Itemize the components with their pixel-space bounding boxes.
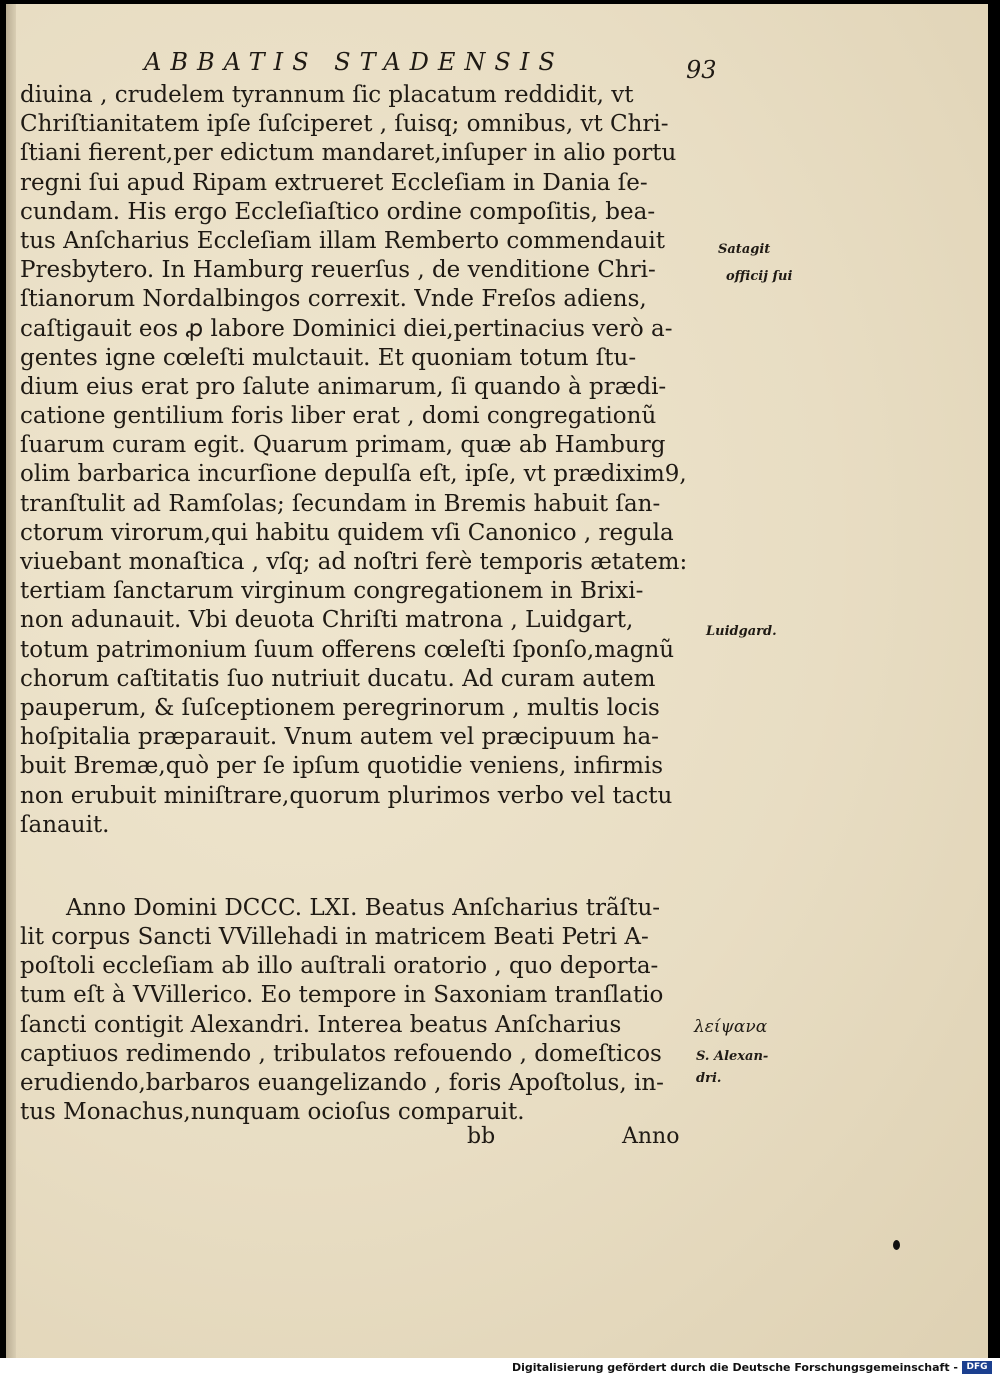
marginal-note-alexandri: S. Alexan- xyxy=(696,1049,769,1064)
text-line: viuebant monaſtica , vſq; ad noſtri ferè temporis ætatem: xyxy=(20,549,688,575)
text-line: non adunauit. Vbi deuota Chriſti matrona , Luidgart, xyxy=(20,607,634,634)
text-line: pauperum, & ſuſceptionem peregrinorum , multis locis xyxy=(20,694,660,721)
text-line: Presbytero. In Hamburg reuerſus , de venditione Chri- xyxy=(20,257,656,284)
text-line: ſancti contigit Alexandri. Interea beatus Anſcharius xyxy=(20,1011,622,1038)
text-line: regni ſui apud Ripam extrueret Eccleſiam in Dania ſe- xyxy=(20,169,648,196)
marginal-note-luidgard: Luidgard. xyxy=(706,624,777,639)
text-line: non erubuit miniſtrare,quorum plurimos verbo vel tactu xyxy=(20,782,673,809)
text-line: lit corpus Sancti VVillehadi in matricem Beati Petri A- xyxy=(20,924,649,951)
text-line: erudiendo,barbaros euangelizando , foris Apoſtolus, in- xyxy=(20,1070,664,1096)
text-line: hoſpitalia præparauit. Vnum autem vel præcipuum ha- xyxy=(20,724,659,751)
ink-spot xyxy=(893,1240,900,1250)
text-line: ſtiani fierent,per edictum mandaret,inſuper in alio portu xyxy=(20,140,677,167)
running-title: ABBATIS STADENSIS xyxy=(144,48,564,76)
catchword: Anno xyxy=(622,1124,680,1149)
marginal-note-greek: λείψανα xyxy=(694,1017,768,1037)
text-line: tus Monachus,nunquam ocioſus comparuit. xyxy=(20,1099,525,1126)
text-line: catione gentilium foris liber erat , domi congregationũ xyxy=(20,403,657,430)
text-line: dium eius erat pro ſalute animarum, ſi quando à prædi- xyxy=(20,373,667,400)
text-line: olim barbarica incurſione depulſa eſt, ipſe, vt prædixim9, xyxy=(20,461,687,488)
text-line: buit Bremæ,quò per ſe ipſum quotidie veniens, infirmis xyxy=(20,753,664,780)
text-line: tranſtulit ad Ramſolas; ſecundam in Bremis habuit ſan- xyxy=(20,490,661,517)
page-gutter xyxy=(6,4,16,1358)
text-line: ſtianorum Nordalbingos correxit. Vnde Freſos adiens, xyxy=(20,286,647,313)
text-line: tum eſt à VVillerico. Eo tempore in Saxoniam tranſlatio xyxy=(20,982,664,1009)
book-page xyxy=(6,4,988,1358)
text-line: gentes igne cœleſti mulctauit. Et quoniam totum ſtu- xyxy=(20,344,637,371)
marginal-note-officii: officij ſui xyxy=(726,269,793,284)
text-line: chorum caſtitatis ſuo nutriuit ducatu. Ad curam autem xyxy=(20,665,656,692)
footer-bar xyxy=(0,1358,1000,1378)
marginal-note-satagit: Satagit xyxy=(718,242,771,257)
body-text xyxy=(20,81,720,1127)
text-line: Anno Domini DCCC. LXI. Beatus Anſcharius trãſtu- xyxy=(66,894,661,921)
text-line: totum patrimonium ſuum offerens cœleſti ſponſo,magnũ xyxy=(20,636,675,663)
page-number: 93 xyxy=(686,56,717,84)
signature-mark: bb xyxy=(467,1124,496,1149)
paragraph-1 xyxy=(20,81,720,840)
text-line: tus Anſcharius Eccleſiam illam Remberto commendauit xyxy=(20,227,665,254)
text-line: caſtigauit eos ꝓ labore Dominici diei,pertinacius verò a- xyxy=(20,315,673,342)
paragraph-2 xyxy=(20,894,720,1128)
text-line: captiuos redimendo , tribulatos refouendo , domeſticos xyxy=(20,1040,662,1067)
dfg-logo-icon: DFG xyxy=(962,1361,992,1374)
text-line: poſtoli eccleſiam ab illo auſtrali oratorio , quo deporta- xyxy=(20,953,659,980)
paragraph-gap xyxy=(20,840,720,894)
text-line: cundam. His ergo Eccleſiaſtico ordine compoſitis, bea- xyxy=(20,198,656,225)
text-line: Chriſtianitatem ipſe ſuſciperet , ſuisq; omnibus, vt Chri- xyxy=(20,111,669,138)
text-line: ctorum virorum,qui habitu quidem vſi Canonico , regula xyxy=(20,519,674,546)
text-line: diuina , crudelem tyrannum ſic placatum reddidit, vt xyxy=(20,82,634,108)
text-line: tertiam ſanctarum virginum congregationem in Brixi- xyxy=(20,578,644,605)
marginal-note-alexandri-cont: dri. xyxy=(696,1071,722,1086)
text-line: ſanauit. xyxy=(20,811,110,838)
funding-credit: Digitalisierung gefördert durch die Deutsche Forschungsgemeinschaft - xyxy=(511,1361,958,1374)
text-line: ſuarum curam egit. Quarum primam, quæ ab Hamburg xyxy=(20,432,666,459)
